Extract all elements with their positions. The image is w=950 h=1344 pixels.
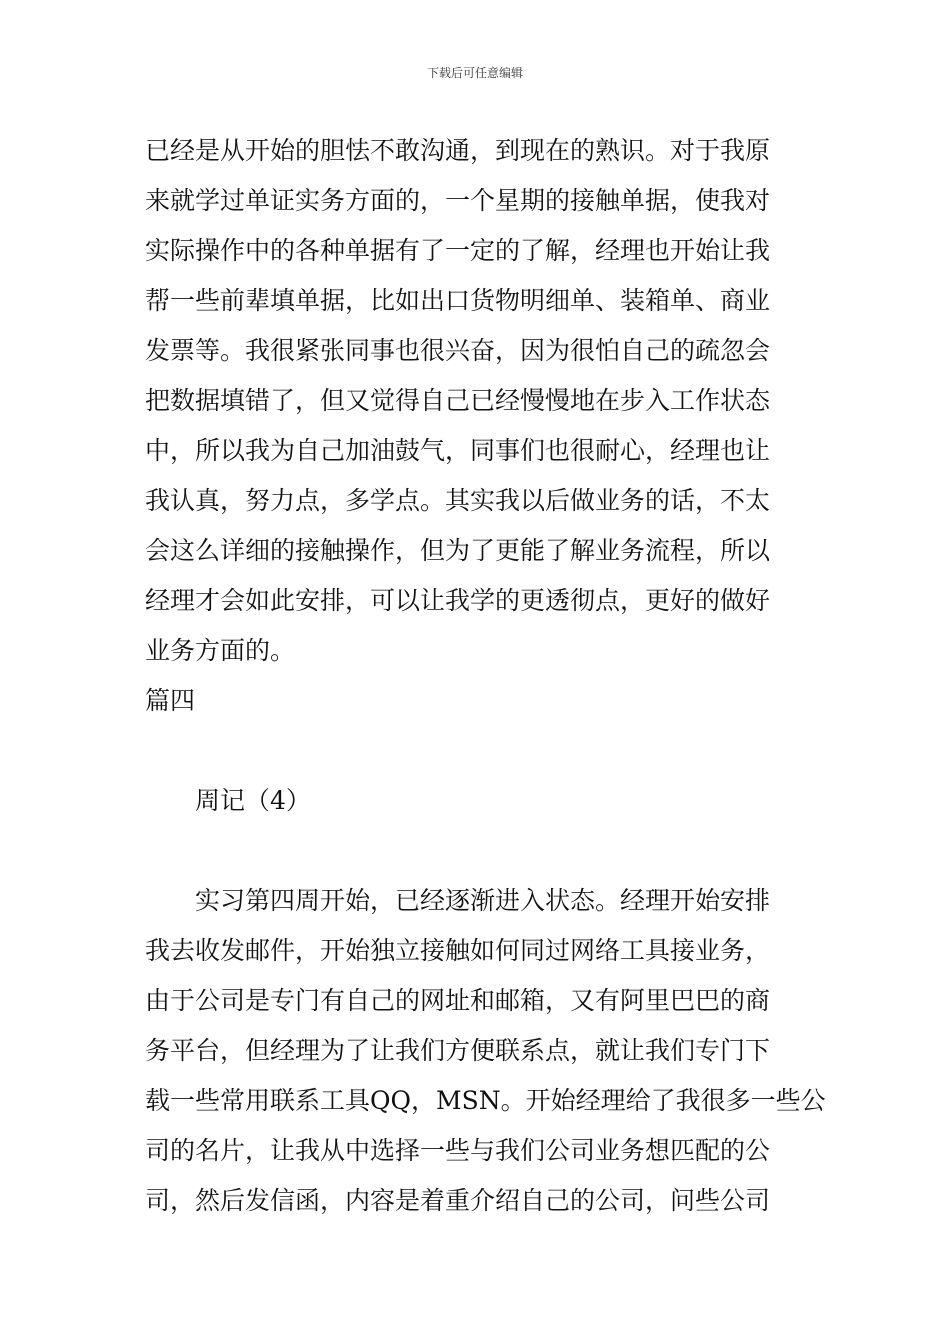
paragraph-1 xyxy=(145,126,815,676)
text-line: 由于公司是专门有自己的网址和邮箱，又有阿里巴巴的商 xyxy=(145,986,771,1015)
page-header: 下载后可任意编辑 xyxy=(426,66,523,80)
text-line: 实习第四周开始，已经逐渐进入状态。经理开始安排 xyxy=(195,886,771,915)
text-line: 载一些常用联系工具QQ，MSN。开始经理给了我很多一些公 xyxy=(145,1086,826,1115)
text-line: 实际操作中的各种单据有了一定的了解，经理也开始让我 xyxy=(145,236,771,265)
text-line: 务平台，但经理为了让我们方便联系点，就让我们专门下 xyxy=(145,1036,771,1065)
text-line: 把数据填错了，但又觉得自己已经慢慢地在步入工作状态 xyxy=(145,386,771,415)
subheading: 周记（4） xyxy=(195,786,311,815)
text-line: 帮一些前辈填单据，比如出口货物明细单、装箱单、商业 xyxy=(145,286,771,315)
text-line: 业务方面的。 xyxy=(145,636,296,665)
paragraph-2 xyxy=(145,876,826,1226)
section-heading: 篇四 xyxy=(145,686,196,715)
text-line: 经理才会如此安排，可以让我学的更透彻点，更好的做好 xyxy=(145,586,771,615)
text-line: 已经是从开始的胆怯不敢沟通，到现在的熟识。对于我原 xyxy=(145,136,771,165)
text-line: 司的名片，让我从中选择一些与我们公司业务想匹配的公 xyxy=(145,1136,771,1165)
spacer xyxy=(145,826,815,876)
text-line: 中，所以我为自己加油鼓气，同事们也很耐心，经理也让 xyxy=(145,436,771,465)
text-line: 发票等。我很紧张同事也很兴奋，因为很怕自己的疏忽会 xyxy=(145,336,771,365)
text-line: 我认真，努力点，多学点。其实我以后做业务的话，不太 xyxy=(145,486,771,515)
text-line: 司，然后发信函，内容是着重介绍自己的公司，问些公司 xyxy=(145,1186,771,1215)
document-body xyxy=(145,126,826,1226)
text-line: 来就学过单证实务方面的，一个星期的接触单据，使我对 xyxy=(145,186,771,215)
text-line: 会这么详细的接触操作，但为了更能了解业务流程，所以 xyxy=(145,536,771,565)
text-line: 我去收发邮件，开始独立接触如何同过网络工具接业务， xyxy=(145,936,771,965)
spacer xyxy=(145,726,815,776)
